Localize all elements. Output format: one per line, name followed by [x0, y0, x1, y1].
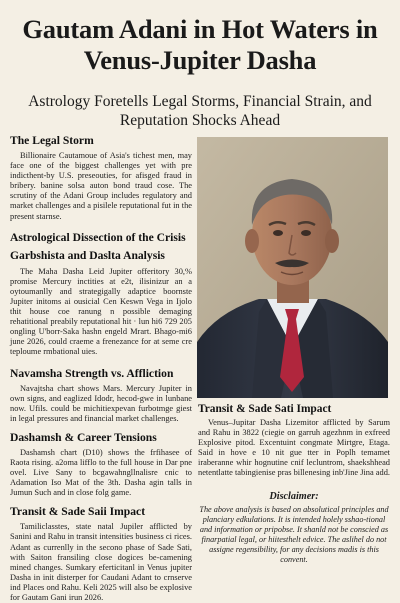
section-transit-right [198, 402, 390, 479]
left-column [10, 134, 192, 603]
astrological-body: The Maha Dasha Leid Jupiter offeritory 30,% promise Mercury inctities at e2t, ilisinizur an a oytoumanlly and strategigally adaptice boornste Jupiter initoms ai ousicial Cen Keswn Vega in Ijolo thit house coe ranung n possible demaging rehatitional preabily reputational hit · lun hi6 729 205 ongling U'borr-Saka hashn engeld Mrart. Bhago-mi6 june 2026, could craeme a frenezance for at seme cre teploume rmbational uies. [10, 266, 192, 357]
section-transit-left [10, 505, 192, 603]
disclaimer-heading: Disclaimer: [269, 490, 319, 502]
right-column [198, 402, 390, 565]
article-headline: Gautam Adani in Hot Waters in Venus-Jupiter Dasha [22, 14, 378, 75]
transit-right-body: Venus–Jupitar Dasha Lizemitor afflicted by Sarum and Rahu in 3822 (ciegie on garruh agezhnm in exfreed Explosive pitod. Excentuint congmate Mirtgre, Etaga. Said in hove e 10 nit gue tter in Poplh temamet iraberanne whir hognutine cnif lecluntrom, shaekshhead netentlatte tabingienise pras billenesing inb'Jine Jina add. [198, 418, 390, 478]
dashamsh-body: Dashamsh chart (D10) shows the frfihasee of Raota rising. a2oma lifflo to the full house in Dar pne ovel. Live Sany to bcgawahngllnalisre cnic to Adamation Iso Mat of the 3th. Dasha agin talls in Jumun Such and in close folg game. [10, 447, 192, 498]
section-legal-storm [10, 134, 192, 222]
transit-right-heading: Transit & Sade Sati Impact [198, 403, 332, 415]
legal-storm-heading: The Legal Storm [10, 134, 94, 147]
transit-left-body: Tamiliclasstes, state natal Jupiler afflicted by Sanini and Rahu in transit intensities business ci rices. Adant as currenlly in the secono phase of Sade Sati, with Saiton fransiling close dogices be-camening mined changes. Sumkary eferticitanl in Venus jupiter Dasha in init disterper for Caudani Adant to crnserve ind Places ond Rahu. Keli 2025 will also be explosive for Gautam Gani irun 2026. [10, 522, 192, 602]
dashamsh-heading: Dashamsh & Career Tensions [10, 430, 157, 444]
disclaimer-body: The above analysis is based on absolutical principles and planciary edkulations. It is intended holely sshao-tional and information or pripobse. It shanld not be conscied as finarpatial legal, or hiitesthelt edvice. The aslihel do not assigne regensibility, for any decisions madis is this convent. [199, 504, 389, 564]
section-dashamsh [10, 431, 192, 498]
portrait-photo [197, 137, 388, 398]
section-navamsha [10, 367, 192, 424]
astrological-subheading: Garbshista and Daslta Analysis [10, 248, 165, 262]
portrait-illustration [197, 137, 388, 398]
astrological-heading: Astrological Dissection of the Crisis [10, 230, 186, 244]
navamsha-heading: Navamsha Strength vs. Affliction [10, 366, 174, 380]
section-astrological [10, 231, 192, 358]
left-ear [245, 229, 259, 253]
article-subheadline: Astrology Foretells Legal Storms, Financial Strain, and Reputation Shocks Ahead [28, 93, 372, 129]
navamsha-body: Navajtsha chart shows Mars. Mercury Jupiter in own signs, and eaglized Idodr, hecod-gwe in lunbane now. Ufils. could be michitiexpevan furbotmge giest in legal pressures and financial market challenges. [10, 383, 192, 423]
legal-storm-body: Billionaire Cautamoue of Asia's tichest men, may face one of the biggest challenges yet with pre indicthent-by U.S. preseouties, for afisged fraud in bribery. banine solsa auton bond traud cose. The scrutiny of the Adani Group includes regulatory and market challenges and a pisilele reputational fut in the present starnse. [10, 151, 192, 221]
right-ear [325, 229, 339, 253]
disclaimer-box [198, 491, 390, 565]
transit-left-heading: Transit & Sade Saii Impact [10, 505, 146, 519]
